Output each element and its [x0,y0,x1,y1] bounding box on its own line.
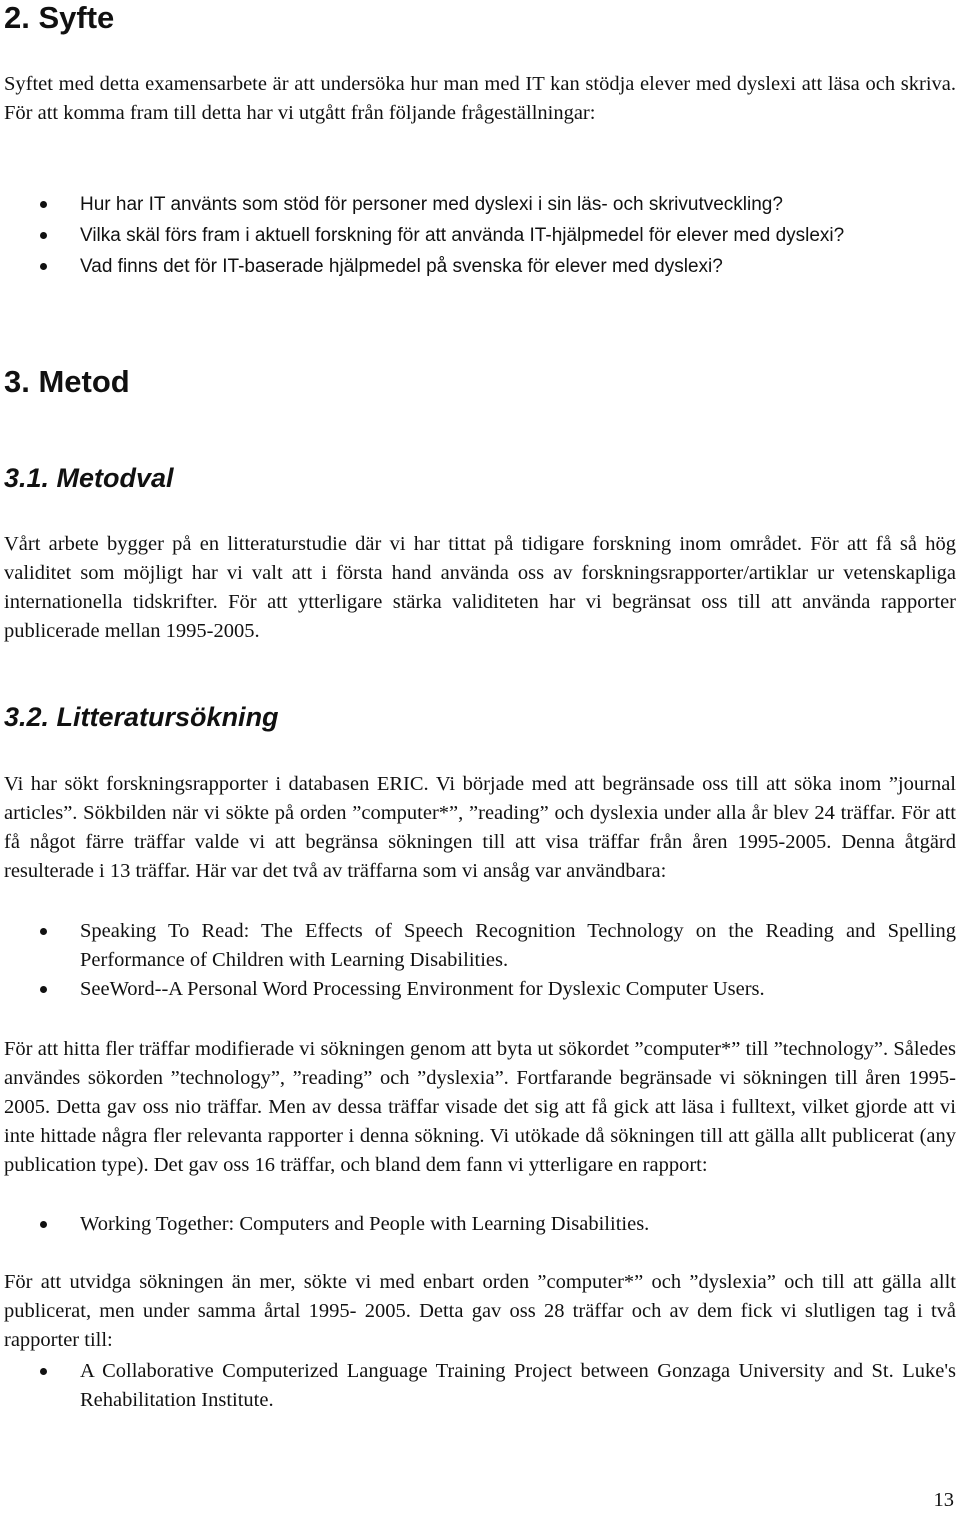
heading-syfte: 2. Syfte [4,0,115,35]
page-number: 13 [933,1489,954,1511]
eric-results-list-3 [0,1357,960,1415]
syfte-intro-paragraph: Syftet med detta examensarbete är att undersöka hur man med IT kan stödja elever med dyslexi att läsa och skriva. För att komma fram till detta har vi utgått från följande frågeställningar: [4,73,956,124]
heading-metodval: 3.1. Metodval [4,463,174,493]
list-item: Working Together: Computers and People with Learning Disabilities. [0,1210,956,1239]
metodval-paragraph: Vårt arbete bygger på en litteraturstudie där vi har tittat på tidigare forskning inom området. För att få så hög validitet som möjligt har vi valt att i första hand använda oss av forskningsrapporter/artiklar ur vetenskapliga internationella tidskrifter. För att ytterligare stärka validiteten har vi begränsat oss till att använda rapporter publicerade mellan 1995-2005. [4,533,956,642]
list-item: Vad finns det för IT-baserade hjälpmedel på svenska för elever med dyslexi? [0,251,956,282]
list-item: Speaking To Read: The Effects of Speech Recognition Technology on the Reading and Spelling Performance of Children with Learning Disabilities. [0,917,956,975]
heading-litteratursokning: 3.2. Litteratursökning [4,702,279,732]
litteratursokning-paragraph-3: För att utvidga sökningen än mer, sökte vi med enbart orden ”computer*” och ”dyslexia” och till att gälla allt publicerat, men under samma årtal 1995- 2005. Detta gav oss 28 träffar och av dem fick vi slutligen tag i två rapporter till: [4,1271,956,1351]
eric-results-list-2 [0,1210,960,1239]
list-item: Vilka skäl förs fram i aktuell forskning för att använda IT-hjälpmedel för elever med dyslexi? [0,220,956,251]
bullet-icon [40,263,47,270]
bullet-icon [40,986,47,993]
bullet-icon [40,1368,47,1375]
research-questions-list [0,189,960,282]
bullet-icon [40,201,47,208]
list-item: A Collaborative Computerized Language Training Project between Gonzaga University and St. Luke's Rehabilitation Institute. [0,1357,956,1415]
litteratursokning-paragraph-1: Vi har sökt forskningsrapporter i databasen ERIC. Vi började med att begränsade oss till att söka inom ”journal articles”. Sökbilden när vi sökte på orden ”computer*”, ”reading” och dyslexia under alla år blev 24 träffar. För att få något färre träffar valde vi att begränsa sökningen till att visa träffar från åren 1995-2005. Denna åtgärd resulterade i 13 träffar. Här var det två av träffarna som vi ansåg var användbara: [4,773,956,882]
bullet-icon [40,1221,47,1228]
list-item: SeeWord--A Personal Word Processing Environment for Dyslexic Computer Users. [0,975,956,1004]
list-item: Hur har IT använts som stöd för personer med dyslexi i sin läs- och skrivutveckling? [0,189,956,220]
heading-metod: 3. Metod [4,364,130,399]
eric-results-list-1 [0,917,960,1004]
bullet-icon [40,928,47,935]
bullet-icon [40,232,47,239]
litteratursokning-paragraph-2: För att hitta fler träffar modifierade vi sökningen genom att byta ut sökordet ”computer*” till ”technology”. Således användes sökorden ”technology”, ”reading” och ”dyslexia”. Fortfarande begränsade vi sökningen till åren 1995-2005. Detta gav oss nio träffar. Men av dessa träffar visade det sig att få gick att läsa i fulltext, vilket gjorde att vi inte hittade några fler relevanta rapporter i denna sökning. Vi utökade då sökningen till att gälla allt publicerat (any publication type). Det gav oss 16 träffar, och bland dem fann vi ytterligare en rapport: [4,1038,956,1176]
